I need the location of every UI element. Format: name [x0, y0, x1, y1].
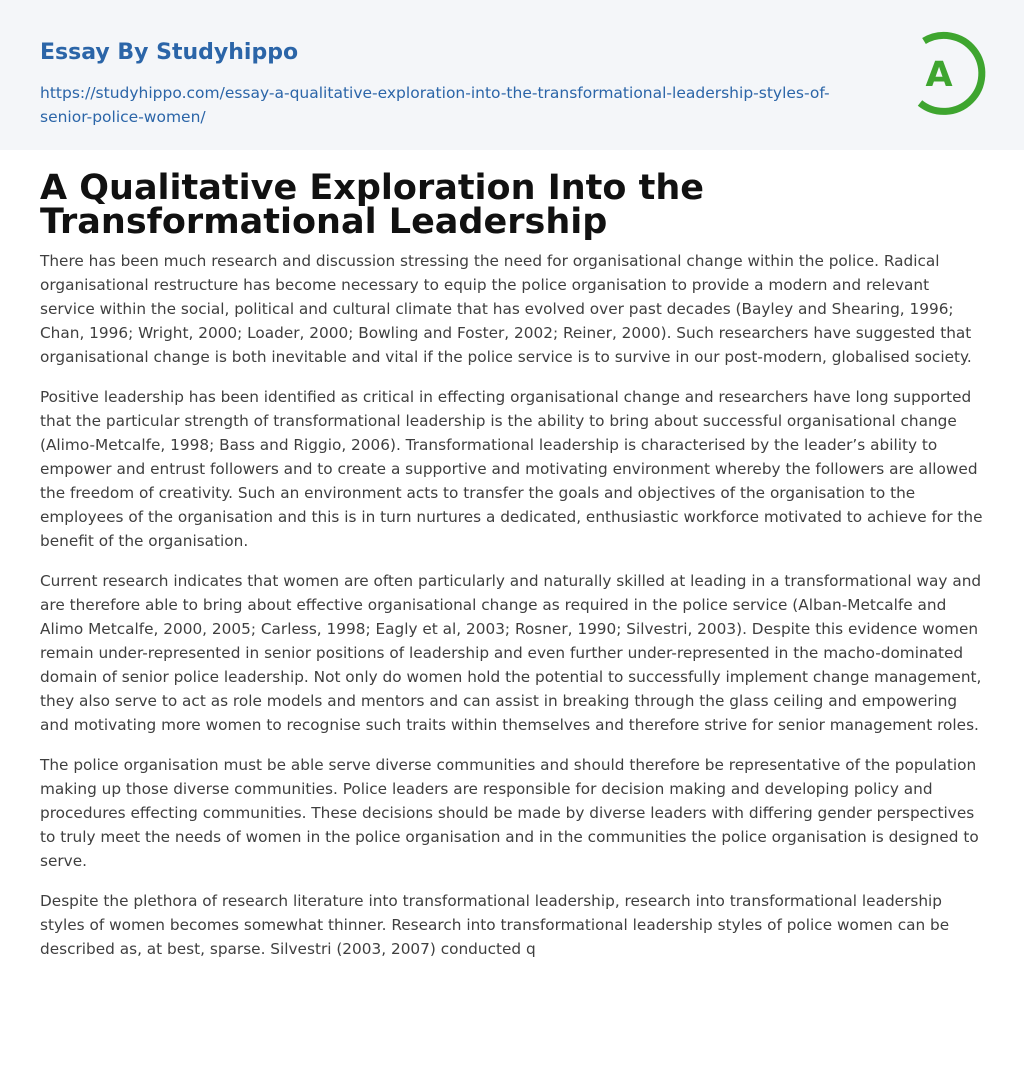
- source-url-link[interactable]: https://studyhippo.com/essay-a-qualitative-exploration-into-the-transformational-leadership-styles-of-senior-police-women/: [40, 84, 830, 126]
- essay-paragraph: There has been much research and discussion stressing the need for organisational change within the police. Radical organisational restructure has become necessary to equip the police organisation to provide a modern and relevant service within the social, political and cultural climate that has evolved over past decades (Bayley and Shearing, 1996; Chan, 1996; Wright, 2000; Loader, 2000; Bowling and Foster, 2002; Reiner, 2000). Such researchers have suggested that organisational change is both inevitable and vital if the police service is to survive in our post-modern, globalised society.: [40, 252, 972, 366]
- logo-letter: A: [925, 55, 953, 95]
- essay-paragraph: Current research indicates that women are often particularly and naturally skilled at leading in a transformational way and are therefore able to bring about effective organisational change as required in the police service (Alban-Metcalfe and Alimo Metcalfe, 2000, 2005; Carless, 1998; Eagly et al, 2003; Rosner, 1990; Silvestri, 2003). Despite this evidence women remain under-represented in senior positions of leadership and even further under-represented in the macho-dominated domain of senior police leadership. Not only do women hold the potential to successfully implement change management, they also serve to act as role models and mentors and can assist in breaking through the glass ceiling and empowering and motivating more women to recognise such traits within themselves and therefore strive for senior management roles.: [40, 572, 982, 734]
- essay-paragraph: The police organisation must be able serve diverse communities and should therefore be representative of the population making up those diverse communities. Police leaders are responsible for decision making and developing policy and procedures effecting communities. These decisions should be made by diverse leaders with differing gender perspectives to truly meet the needs of women in the police organisation and in the communities the police organisation is designed to serve.: [40, 756, 979, 870]
- essay-title: A Qualitative Exploration Into the Transformational Leadership: [40, 168, 704, 242]
- brand-title[interactable]: Essay By Studyhippo: [40, 40, 299, 65]
- essay-paragraph: Despite the plethora of research literature into transformational leadership, research into transformational leadership styles of women becomes somewhat thinner. Research into transformational leadership styles of police women can be described as, at best, sparse. Silvestri (2003, 2007) conducted q: [40, 892, 950, 958]
- essay-paragraph: Positive leadership has been identified as critical in effecting organisational change and researchers have long supported that the particular strength of transformational leadership is the ability to bring about successful organisational change (Alimo-Metcalfe, 1998; Bass and Riggio, 2006). Transformational leadership is characterised by the leader’s ability to empower and entrust followers and to create a supportive and motivating environment whereby the followers are allowed the freedom of creativity. Such an environment acts to transfer the goals and objectives of the organisation to the employees of the organisation and this is in turn nurtures a dedicated, enthusiastic workforce motivated to achieve for the benefit of the organisation.: [40, 388, 983, 550]
- essay-body: [40, 249, 984, 977]
